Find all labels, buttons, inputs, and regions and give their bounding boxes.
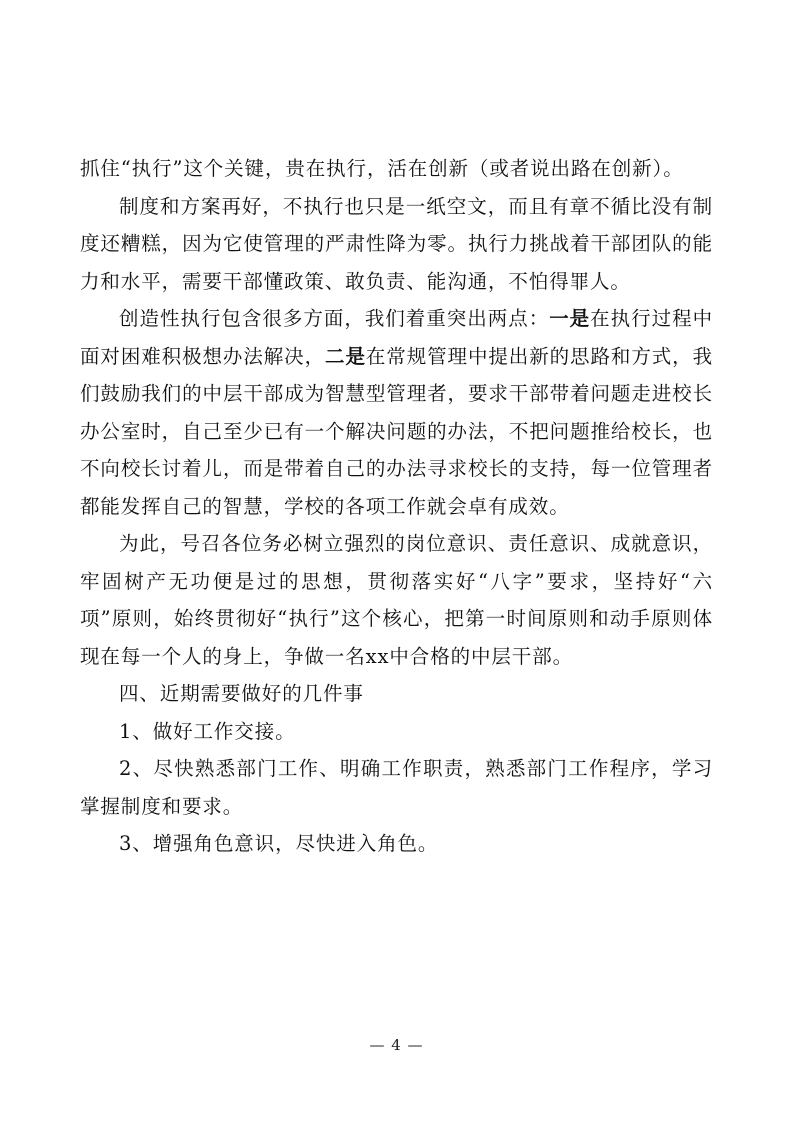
list-item-2: 2、尽快熟悉部门工作、明确工作职责，熟悉部门工作程序，学习掌握制度和要求。 <box>80 757 713 818</box>
list-item-1: 1、做好工作交接。 <box>119 719 296 743</box>
paragraph-creative-execution <box>80 300 713 525</box>
page-number: — 4 — <box>369 1036 424 1054</box>
creative-execution-intro: 创造性执行包含很多方面，我们着重突出两点： <box>119 307 550 330</box>
point-one-label: 一是 <box>549 307 591 330</box>
point-one-text: 在执行过程中面对困难积极想办法解决， <box>80 307 713 368</box>
body-text <box>80 150 713 863</box>
point-two-label: 二是 <box>325 344 366 368</box>
point-two-text: 在常规管理中提出新的思路和方式，我们鼓励我们的中层干部成为智慧型管理者，要求干部带着问题走进校长办公室时，自己至少已有一个解决问题的办法，不把问题推给校长，也不向校长讨着儿，而是带着自己的办法寻求校长的支持，每一位管理者都能发挥自己的智慧，学校的各项工作就会卓有成效。 <box>80 344 713 518</box>
paragraph-system-and-plans: 制度和方案再好，不执行也只是一纸空文，而且有章不循比没有制度还糟糕，因为它使管理的严肃性降为零。执行力挑战着干部团队的能力和水平，需要干部懂政策、敢负责、能沟通，不怕得罪人。 <box>80 194 713 293</box>
paragraph-call-to-action: 为此，号召各位务必树立强烈的岗位意识、责任意识、成就意识，牢固树产无功便是过的思想，贯彻落实好“八字”要求，坚持好“六项”原则，始终贯彻好“执行”这个核心，把第一时间原则和动手原则体现在每一个人的身上，争做一名xx中合格的中层干部。 <box>80 532 713 668</box>
list-item-3: 3、增强角色意识，尽快进入角色。 <box>119 832 439 855</box>
section-heading: 四、近期需要做好的几件事 <box>119 682 364 705</box>
paragraph-execution-key: 抓住“执行”这个关键，贵在执行，活在创新（或者说出路在创新）。 <box>80 157 684 180</box>
